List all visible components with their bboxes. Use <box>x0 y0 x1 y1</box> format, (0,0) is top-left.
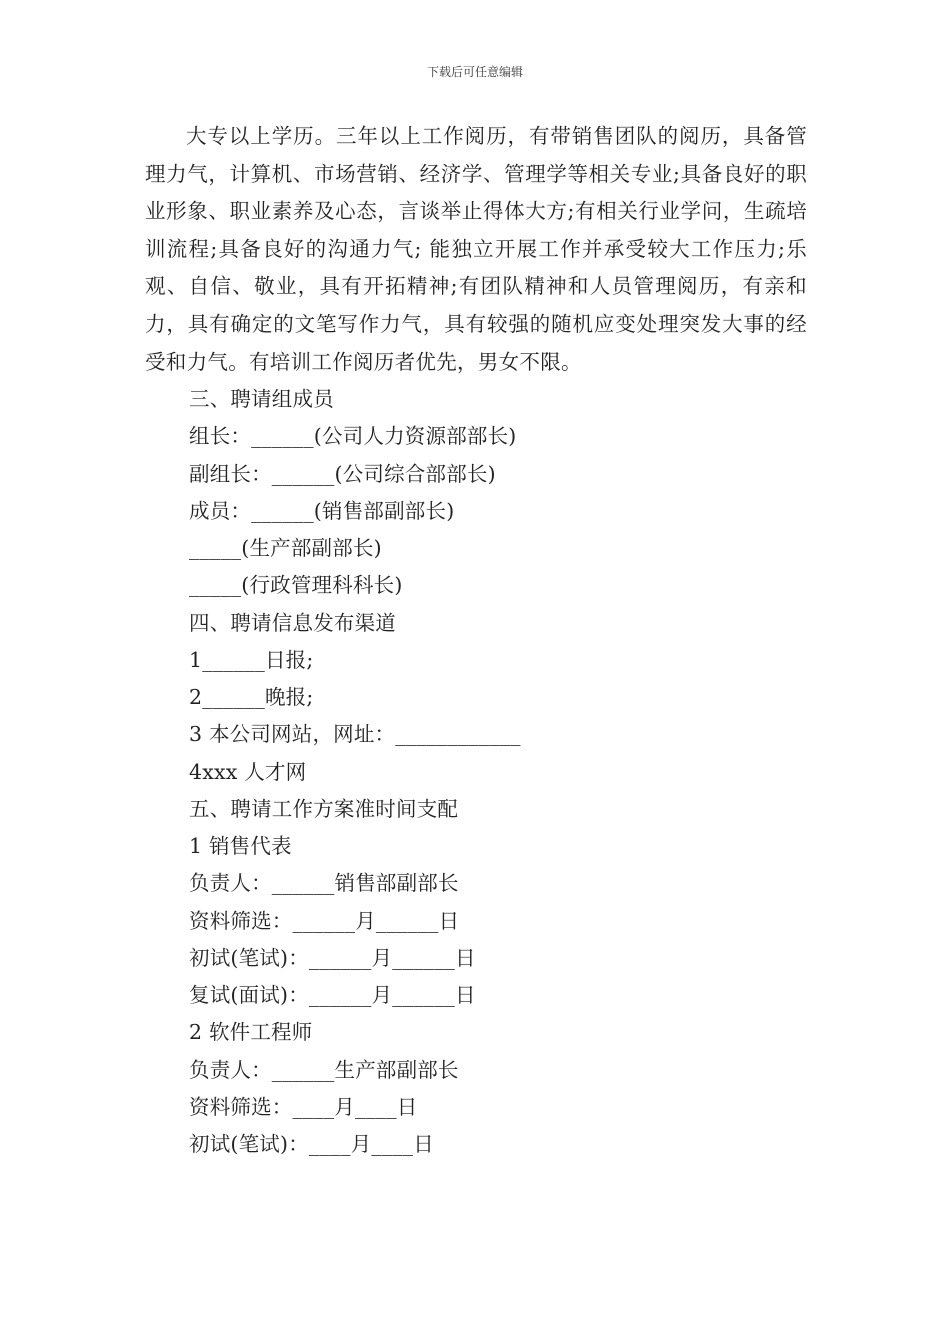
section-heading-4: 四、聘请信息发布渠道 <box>189 610 396 635</box>
schedule-item: 资料筛选：____月____日 <box>189 1094 418 1119</box>
section-heading-5: 五、聘请工作方案准时间支配 <box>189 796 459 821</box>
schedule-item: 初试(笔试)：______月______日 <box>189 945 476 970</box>
schedule-item: 初试(笔试)：____月____日 <box>189 1132 434 1157</box>
page-header: 下载后可任意编辑 <box>426 65 523 79</box>
channel-item: 2______晚报; <box>189 685 314 710</box>
position-title: 1 销售代表 <box>189 834 292 859</box>
schedule-item: 负责人：______生产部副部长 <box>189 1057 459 1082</box>
committee-deputy-leader: 副组长：______(公司综合部部长) <box>189 461 496 486</box>
committee-member: 成员：______(销售部副部长) <box>189 498 455 523</box>
document-body <box>145 118 807 1163</box>
schedule-item: 负责人：______销售部副部长 <box>189 871 459 896</box>
schedule-item: 资料筛选：______月______日 <box>189 908 460 933</box>
section-heading-3: 三、聘请组成员 <box>189 387 334 412</box>
channel-item: 3 本公司网站，网址：____________ <box>189 722 521 747</box>
committee-member: _____(生产部副部长) <box>189 536 382 561</box>
position-title: 2 软件工程师 <box>189 1020 313 1045</box>
channel-item: 4xxx 人才网 <box>189 759 307 784</box>
committee-member: _____(行政管理科科长) <box>189 573 403 598</box>
channel-item: 1______日报; <box>189 647 314 672</box>
committee-leader: 组长：______(公司人力资源部部长) <box>189 424 517 449</box>
requirements-paragraph: 大专以上学历。三年以上工作阅历，有带销售团队的阅历，具备管理力气，计算机、市场营销、经济学、管理学等相关专业;具备良好的职业形象、职业素养及心态，言谈举止得体大方;有相关行业学问，生疏培训流程;具备良好的沟通力气; 能独立开展工作并承受较大工作压力;乐观、自信、敬业，具有开拓精神;有团队精神和人员管理阅历，有亲和力，具有确定的文笔写作力气，具有较强的随机应变处理突发大事的经受和力气。有培训工作阅历者优先，男女不限。 <box>145 124 807 374</box>
schedule-item: 复试(面试)：______月______日 <box>189 983 476 1008</box>
